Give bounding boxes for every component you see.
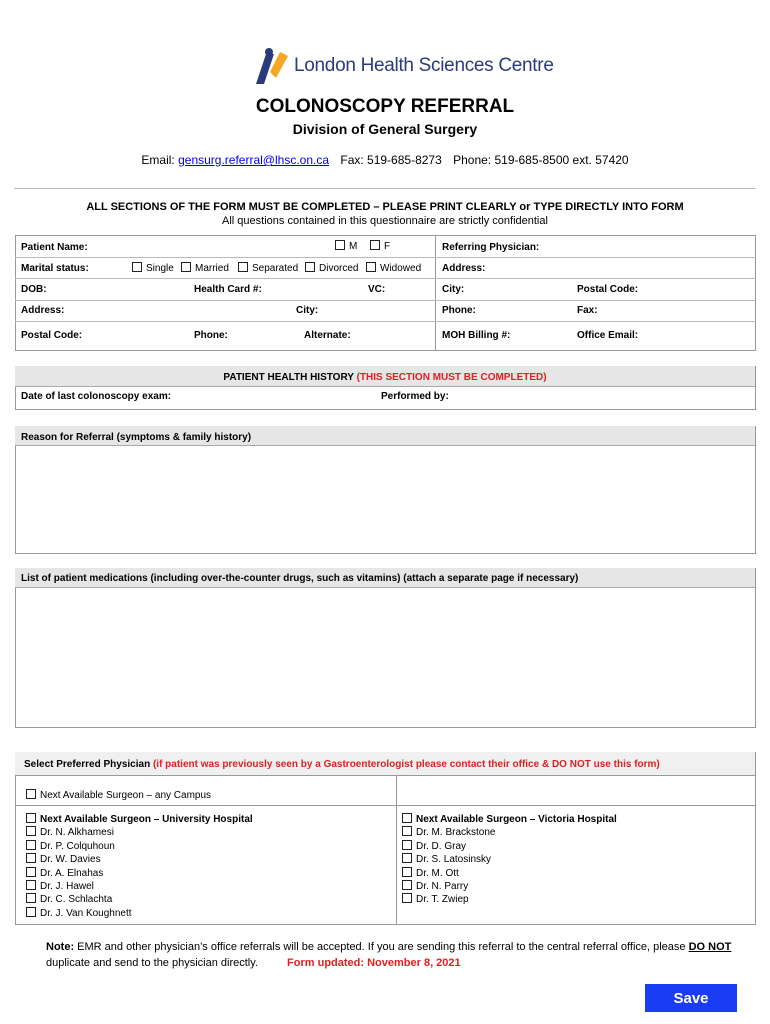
checkbox[interactable] [26, 789, 36, 799]
divider [14, 188, 756, 189]
contact-line [0, 153, 770, 167]
preferred-label: Select Preferred Physician [24, 759, 151, 770]
checkbox[interactable] [26, 840, 36, 850]
form-updated-date: Form updated: November 8, 2021 [287, 957, 461, 969]
surgeon-option[interactable] [26, 880, 253, 893]
surgeon-option[interactable] [26, 853, 253, 866]
patient-name-label: Patient Name: [21, 242, 88, 253]
checkbox[interactable] [305, 262, 315, 272]
option-label: Next Available Surgeon – any Campus [40, 790, 212, 801]
physician-phone-label: Phone: [442, 305, 476, 316]
surgeon-option[interactable] [402, 840, 617, 853]
note-label: Note: [46, 941, 75, 953]
checkbox[interactable] [402, 840, 412, 850]
fax-text: Fax: 519-685-8273 [340, 153, 442, 167]
option-label: Dr. W. Davies [40, 854, 101, 866]
checkbox[interactable] [26, 813, 36, 823]
university-list [26, 813, 253, 920]
email-label: Email: [141, 153, 175, 167]
note-text: EMR and other physician’s office referrals will be accepted. If you are sending this referral to the central referral office, please [74, 941, 689, 953]
patient-address-label: Address: [21, 305, 65, 316]
preferred-heading [24, 759, 660, 770]
checkbox[interactable] [402, 813, 412, 823]
checkbox[interactable] [26, 880, 36, 890]
checkbox[interactable] [402, 893, 412, 903]
surgeon-option[interactable] [402, 826, 617, 839]
option-label: Next Available Surgeon – University Hospital [40, 814, 253, 825]
option-label: Dr. J. Van Koughnett [40, 907, 132, 919]
note-text-2: duplicate and send to the physician directly. [46, 957, 258, 969]
footer-note [46, 939, 746, 971]
checkbox[interactable] [181, 262, 191, 272]
option-label: Dr. J. Hawel [40, 881, 94, 893]
email-link[interactable]: gensurg.referral@lhsc.on.ca [178, 153, 330, 167]
checkbox[interactable] [370, 240, 380, 250]
row-line [15, 257, 756, 258]
option-label: Divorced [319, 263, 359, 274]
checkbox[interactable] [26, 826, 36, 836]
health-history-heading [0, 372, 770, 383]
surgeon-option[interactable] [26, 826, 253, 839]
row-line [15, 278, 756, 279]
checkbox[interactable] [26, 907, 36, 917]
checkbox[interactable] [238, 262, 248, 272]
option-label: Dr. P. Colquhoun [40, 840, 115, 852]
surgeon-option[interactable] [26, 907, 253, 920]
physician-postal-label: Postal Code: [577, 284, 639, 295]
patient-phone-label: Phone: [194, 330, 228, 341]
option-label: Widowed [380, 263, 422, 274]
patient-postal-label: Postal Code: [21, 330, 83, 341]
option-label: Dr. A. Elnahas [40, 867, 104, 879]
victoria-next-option[interactable] [402, 813, 617, 826]
checkbox[interactable] [402, 880, 412, 890]
checkbox[interactable] [366, 262, 376, 272]
marital-divorced-option[interactable] [305, 262, 358, 274]
office-email-label: Office Email: [577, 330, 639, 341]
row-line [15, 805, 756, 806]
health-card-label: Health Card #: [194, 284, 262, 295]
do-not-text: DO NOT [688, 941, 732, 953]
patient-alternate-label: Alternate: [304, 330, 351, 341]
row-line [15, 300, 756, 301]
option-label: Dr. C. Schlachta [40, 894, 113, 906]
surgeon-option[interactable] [26, 893, 253, 906]
sex-m-label: M [349, 241, 358, 252]
option-label: Dr. N. Alkhamesi [40, 827, 114, 839]
column-divider [435, 235, 436, 351]
option-label: Dr. N. Parry [416, 881, 469, 893]
column-divider [396, 776, 397, 925]
surgeon-option[interactable] [402, 867, 617, 880]
vc-label: VC: [368, 284, 386, 295]
option-label: Married [195, 263, 229, 274]
checkbox[interactable] [132, 262, 142, 272]
row-line [15, 321, 756, 322]
option-label: Dr. D. Gray [416, 840, 467, 852]
checkbox[interactable] [26, 893, 36, 903]
patient-info-box [15, 235, 756, 351]
health-history-title: PATIENT HEALTH HISTORY [223, 372, 354, 383]
moh-billing-label: MOH Billing #: [442, 330, 511, 341]
surgeon-option[interactable] [402, 893, 617, 906]
patient-city-label: City: [296, 305, 319, 316]
physician-city-label: City: [442, 284, 465, 295]
form-notice: ALL SECTIONS OF THE FORM MUST BE COMPLETED – PLEASE PRINT CLEARLY or TYPE DIRECTLY INTO FORM [86, 201, 684, 213]
option-label: Single [146, 263, 174, 274]
sex-m-option[interactable] [335, 240, 357, 252]
health-history-required: (THIS SECTION MUST BE COMPLETED) [356, 372, 547, 383]
confidential-notice: All questions contained in this questionnaire are strictly confidential [222, 215, 548, 227]
any-campus-option[interactable] [26, 789, 211, 801]
marital-status-label: Marital status: [21, 263, 89, 274]
dob-label: DOB: [21, 284, 47, 295]
option-label: Next Available Surgeon – Victoria Hospital [416, 814, 617, 825]
referring-physician-label: Referring Physician: [442, 242, 540, 253]
logo-text: London Health Sciences Centre [294, 55, 554, 76]
page-subtitle: Division of General Surgery [292, 121, 478, 137]
surgeon-option[interactable] [26, 867, 253, 880]
surgeon-option[interactable] [26, 840, 253, 853]
performed-by-label: Performed by: [381, 391, 449, 402]
save-button[interactable]: Save [645, 984, 737, 1012]
option-label: Dr. T. Zwiep [416, 894, 469, 906]
marital-single-option[interactable] [132, 262, 174, 274]
reason-textarea[interactable] [16, 447, 755, 553]
lhsc-logo-icon [250, 46, 290, 86]
physician-address-label: Address: [442, 263, 486, 274]
surgeon-option[interactable] [402, 880, 617, 893]
checkbox[interactable] [26, 867, 36, 877]
last-exam-label: Date of last colonoscopy exam: [21, 391, 172, 402]
phone-text: Phone: 519-685-8500 ext. 57420 [453, 153, 629, 167]
victoria-list [402, 813, 617, 907]
option-label: Dr. M. Ott [416, 867, 459, 879]
checkbox[interactable] [402, 853, 412, 863]
page-title: COLONOSCOPY REFERRAL [255, 96, 515, 117]
sex-f-option[interactable] [370, 240, 390, 252]
marital-widowed-option[interactable] [366, 262, 421, 274]
marital-married-option[interactable] [181, 262, 229, 274]
medications-label: List of patient medications (including over-the-counter drugs, such as vitamins) (attach a separate page if necessary) [21, 573, 579, 584]
option-label: Separated [252, 263, 299, 274]
preferred-note: (if patient was previously seen by a Gastroenterologist please contact their office & DO NOT use this form) [152, 759, 660, 770]
checkbox[interactable] [335, 240, 345, 250]
reason-label: Reason for Referral (symptoms & family history) [21, 432, 252, 443]
option-label: Dr. M. Brackstone [416, 827, 496, 839]
physician-fax-label: Fax: [577, 305, 598, 316]
surgeon-option[interactable] [402, 853, 617, 866]
option-label: Dr. S. Latosinsky [416, 854, 492, 866]
university-next-option[interactable] [26, 813, 253, 826]
checkbox[interactable] [402, 867, 412, 877]
sex-f-label: F [384, 241, 391, 252]
checkbox[interactable] [26, 853, 36, 863]
checkbox[interactable] [402, 826, 412, 836]
lhsc-logo [250, 45, 554, 87]
marital-separated-option[interactable] [238, 262, 298, 274]
medications-textarea[interactable] [16, 589, 755, 727]
